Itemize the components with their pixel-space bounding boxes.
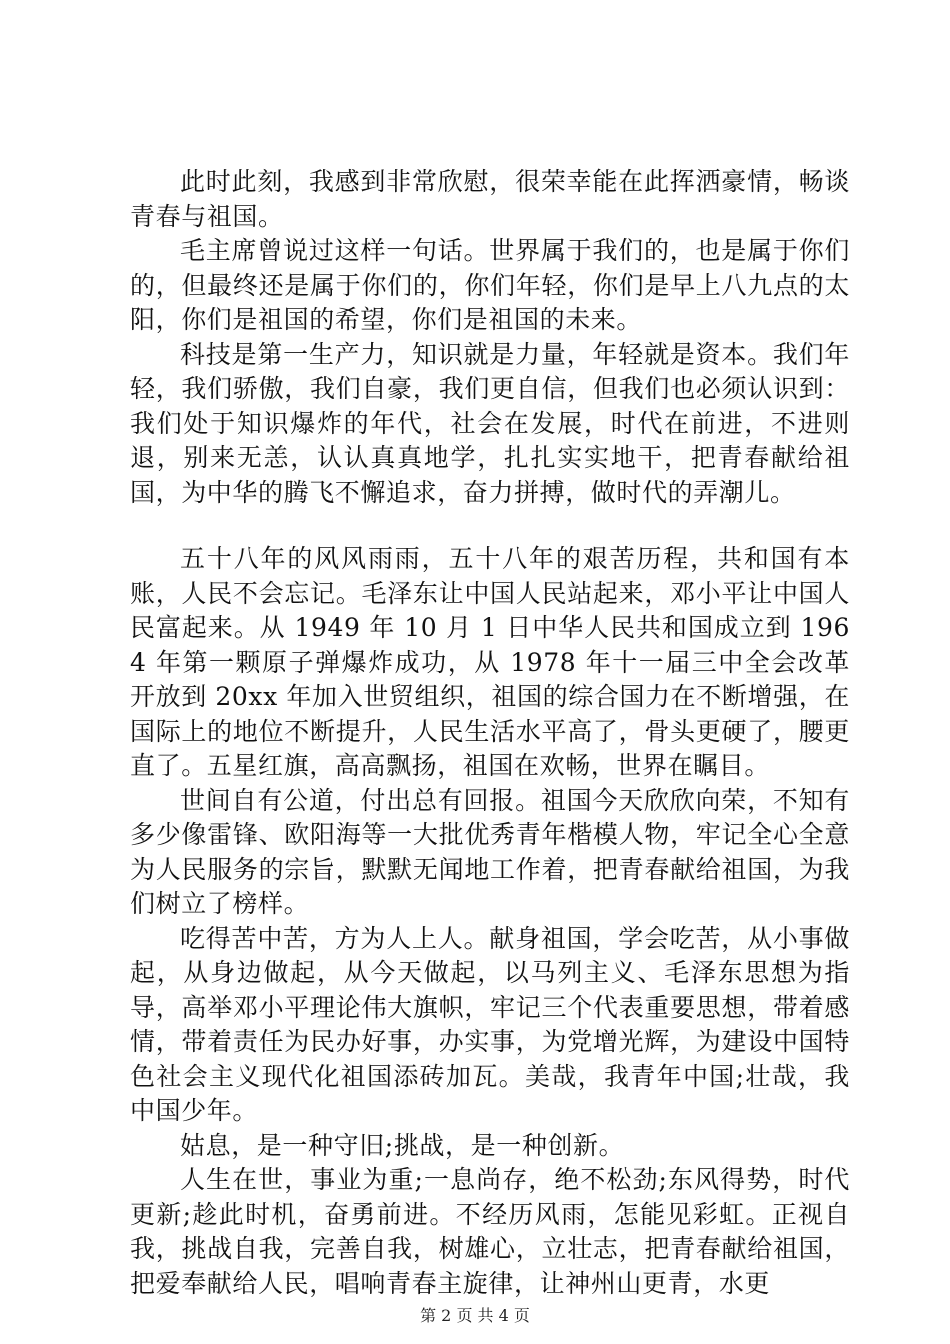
paragraph: 世间自有公道，付出总有回报。祖国今天欣欣向荣，不知有多少像雷锋、欧阳海等一大批优秀青年楷模人物，牢记全心全意为人民服务的宗旨，默默无闻地工作着，把青春献给祖国，为我们树立了榜样。: [130, 785, 850, 918]
paragraph: 科技是第一生产力，知识就是力量，年轻就是资本。我们年轻，我们骄傲，我们自豪，我们更自信，但我们也必须认识到：我们处于知识爆炸的年代，社会在发展，时代在前进，不进则退，别来无恙，认认真真地学，扎扎实实地干，把青春献给祖国，为中华的腾飞不懈追求，奋力拼搏，做时代的弄潮儿。: [130, 339, 850, 507]
paragraph: 毛主席曾说过这样一句话。世界属于我们的，也是属于你们的，但最终还是属于你们的，你们年轻，你们是早上八九点的太阳，你们是祖国的希望，你们是祖国的未来。: [130, 236, 850, 334]
paragraph: 吃得苦中苦，方为人上人。献身祖国，学会吃苦，从小事做起，从身边做起，从今天做起，以马列主义、毛泽东思想为指导，高举邓小平理论伟大旗帜，牢记三个代表重要思想，带着感情，带着责任为民办好事，办实事，为党增光辉，为建设中国特色社会主义现代化祖国添砖加瓦。美哉，我青年中国;壮哉，我中国少年。: [130, 923, 850, 1125]
paragraph: 五十八年的风风雨雨，五十八年的艰苦历程，共和国有本账，人民不会忘记。毛泽东让中国人民站起来，邓小平让中国人民富起来。从 1949 年 10 月 1 日中华人民共和国成立到 1964 年第一颗原子弹爆炸成功，从 1978 年十一届三中全会改革开放到 20xx 年加入世贸组织，祖国的综合国力在不断增强，在国际上的地位不断提升，人民生活水平高了，骨头更硬了，腰更直了。五星红旗，高高飘扬，祖国在欢畅，世界在瞩目。: [130, 544, 850, 780]
page-indicator: 第 2 页 共 4 页: [420, 1306, 530, 1325]
paragraph: 姑息，是一种守旧;挑战，是一种创新。: [180, 1130, 625, 1160]
paragraph: 此时此刻，我感到非常欣慰，很荣幸能在此挥洒豪情，畅谈青春与祖国。: [130, 167, 850, 231]
paragraph: 人生在世，事业为重;一息尚存，绝不松劲;东风得势，时代更新;趁此时机，奋勇前进。不经历风雨，怎能见彩虹。正视自我，挑战自我，完善自我，树雄心，立壮志，把青春献给祖国，把爱奉献给人民，唱响青春主旋律，让神州山更青，水更: [130, 1165, 850, 1298]
page-footer: [0, 1303, 950, 1326]
document-body: [130, 165, 850, 1301]
